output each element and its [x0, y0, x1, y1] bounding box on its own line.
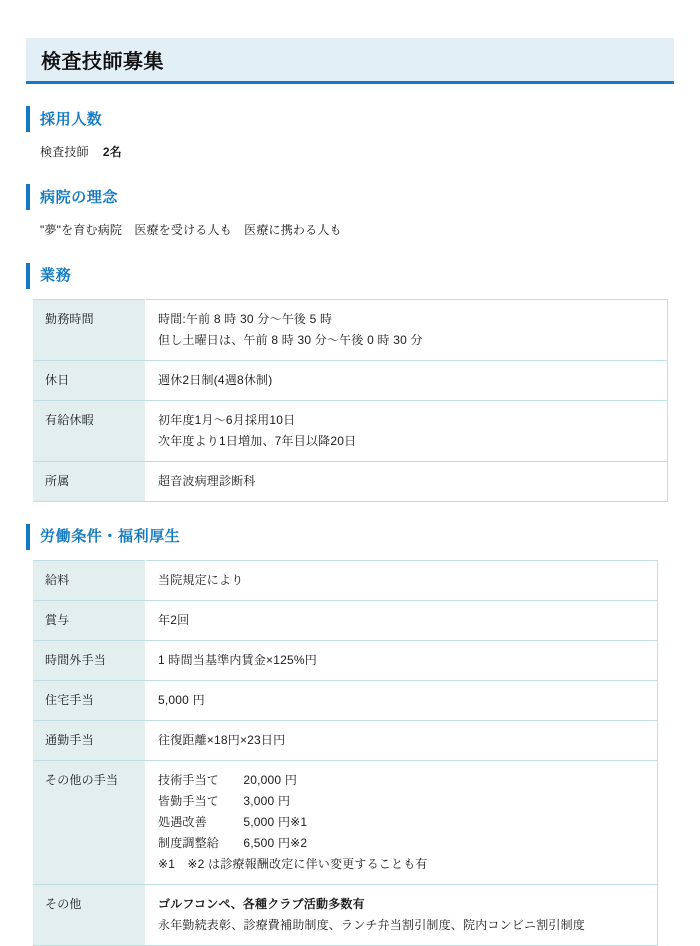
section-title: 採用人数 [40, 110, 103, 128]
section-heading-philosophy [26, 184, 674, 210]
row-value [146, 760, 658, 884]
document-page [0, 38, 700, 932]
row-value [146, 720, 658, 760]
row-value-line: 週休2日制(4週8休制) [158, 372, 273, 387]
row-value-line: 技術手当て 20,000 円 [158, 772, 298, 787]
accent-bar-icon [26, 106, 30, 132]
row-value-line: 制度調整給 6,500 円※2 [158, 835, 308, 850]
table-row [34, 299, 668, 360]
row-value-line: 5,000 円 [158, 692, 205, 707]
philosophy-text: "夢"を育む病院 医療を受ける人も 医療に携わる人も [40, 223, 342, 238]
table-row [34, 884, 658, 945]
table-row [34, 760, 658, 884]
row-value [146, 299, 668, 360]
row-value [146, 461, 668, 501]
row-value [146, 600, 658, 640]
role-count: 2名 [102, 145, 122, 159]
role-label: 検査技師 [40, 145, 89, 159]
table-row [34, 640, 658, 680]
row-value-line: 次年度より1日増加、7年目以降20日 [158, 433, 357, 448]
row-label: 通勤手当 [34, 720, 146, 760]
row-label: 勤務時間 [34, 299, 146, 360]
table-row [34, 360, 668, 400]
row-label: その他の手当 [34, 760, 146, 884]
row-value-line: ゴルフコンペ、各種クラブ活動多数有 [158, 896, 365, 911]
table-row [34, 720, 658, 760]
table-row [34, 461, 668, 501]
accent-bar-icon [26, 184, 30, 210]
row-value-line: 処遇改善 5,000 円※1 [158, 814, 308, 829]
table-row [34, 560, 658, 600]
row-label: 給料 [34, 560, 146, 600]
row-value-line: 時間:午前 8 時 30 分～午後 5 時 [158, 311, 333, 326]
row-label: 住宅手当 [34, 680, 146, 720]
accent-bar-icon [26, 524, 30, 550]
row-value [146, 360, 668, 400]
table-row [34, 400, 668, 461]
row-label: 時間外手当 [34, 640, 146, 680]
row-value [146, 400, 668, 461]
section-heading-duties [26, 263, 674, 289]
conditions-table [33, 560, 658, 946]
row-label: 有給休暇 [34, 400, 146, 461]
section-heading-conditions [26, 524, 674, 550]
row-value [146, 680, 658, 720]
row-value-line: 往復距離×18円×23日円 [158, 732, 286, 747]
row-value-line: 永年勤続表彰、診療費補助制度、ランチ弁当割引制度、院内コンビニ割引制度 [158, 917, 586, 932]
duties-table-body [34, 299, 668, 501]
row-value-line: 皆勤手当て 3,000 円 [158, 793, 291, 808]
section-title: 労働条件・福利厚生 [40, 528, 181, 546]
row-value-line: 当院規定により [158, 572, 244, 587]
row-label: 休日 [34, 360, 146, 400]
row-label: 賞与 [34, 600, 146, 640]
row-value [146, 884, 658, 945]
duties-table [33, 299, 668, 502]
row-label: その他 [34, 884, 146, 945]
section-title: 病院の理念 [40, 188, 119, 206]
section-title: 業務 [40, 267, 72, 285]
row-value-line: 超音波病理診断科 [158, 473, 256, 488]
row-value-line: 1 時間当基準内賃金×125%円 [158, 652, 317, 667]
table-row [34, 680, 658, 720]
recruitment-count-text [26, 142, 674, 162]
row-value-line: 但し土曜日は、午前 8 時 30 分～午後 0 時 30 分 [158, 332, 423, 347]
row-value-line: 年2回 [158, 612, 190, 627]
table-row [34, 600, 658, 640]
conditions-table-body [34, 560, 658, 945]
row-value [146, 640, 658, 680]
document-header [26, 38, 674, 84]
row-value-line: ※1 ※2 は診療報酬改定に伴い変更することも有 [158, 856, 428, 871]
page-title: 検査技師募集 [41, 51, 164, 73]
section-heading-recruitment-count [26, 106, 674, 132]
accent-bar-icon [26, 263, 30, 289]
row-label: 所属 [34, 461, 146, 501]
row-value-line: 初年度1月～6月採用10日 [158, 412, 296, 427]
row-value [146, 560, 658, 600]
